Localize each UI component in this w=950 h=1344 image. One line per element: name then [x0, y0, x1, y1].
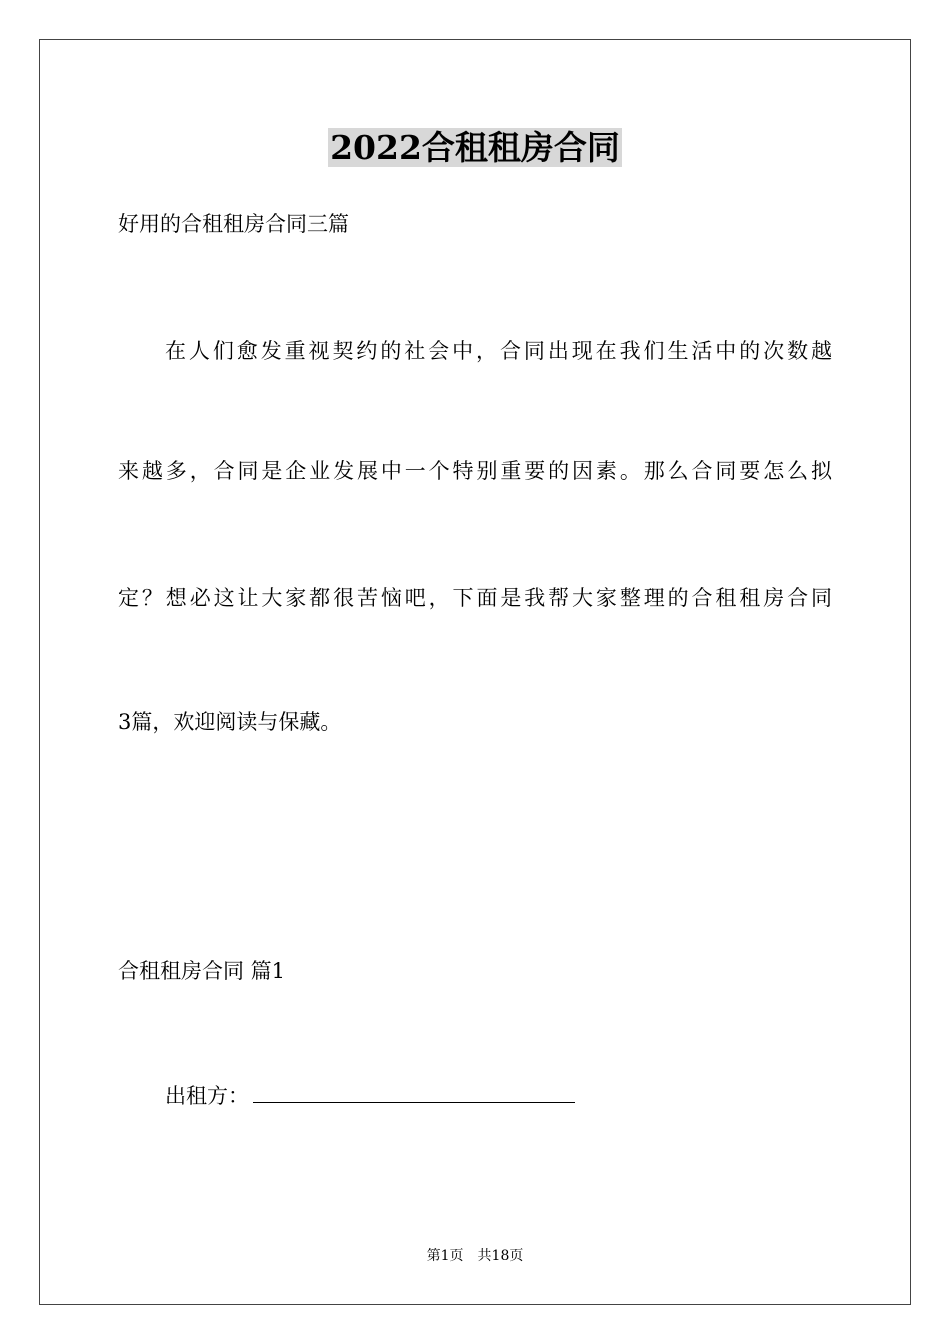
intro-line-4: 3篇，欢迎阅读与保藏。	[118, 710, 342, 734]
document-subtitle: 好用的合租租房合同三篇	[118, 212, 349, 236]
lessor-field	[165, 1082, 575, 1110]
page-total: 共18页	[477, 1248, 524, 1264]
intro-line-2: 来越多，合同是企业发展中一个特别重要的因素。那么合同要怎么拟	[118, 459, 832, 483]
intro-line-1: 在人们愈发重视契约的社会中，合同出现在我们生活中的次数越	[165, 339, 832, 363]
document-title-text: 2022合租租房合同	[330, 128, 620, 167]
section-heading: 合租租房合同 篇1	[118, 959, 286, 983]
lessor-blank-line	[253, 1082, 575, 1103]
document-title	[0, 128, 950, 168]
page-number: 第1页	[426, 1248, 464, 1264]
lessor-label: 出租方：	[165, 1084, 249, 1108]
intro-line-3: 定？想必这让大家都很苦恼吧，下面是我帮大家整理的合租租房合同	[118, 586, 832, 610]
page-footer	[0, 1247, 950, 1265]
